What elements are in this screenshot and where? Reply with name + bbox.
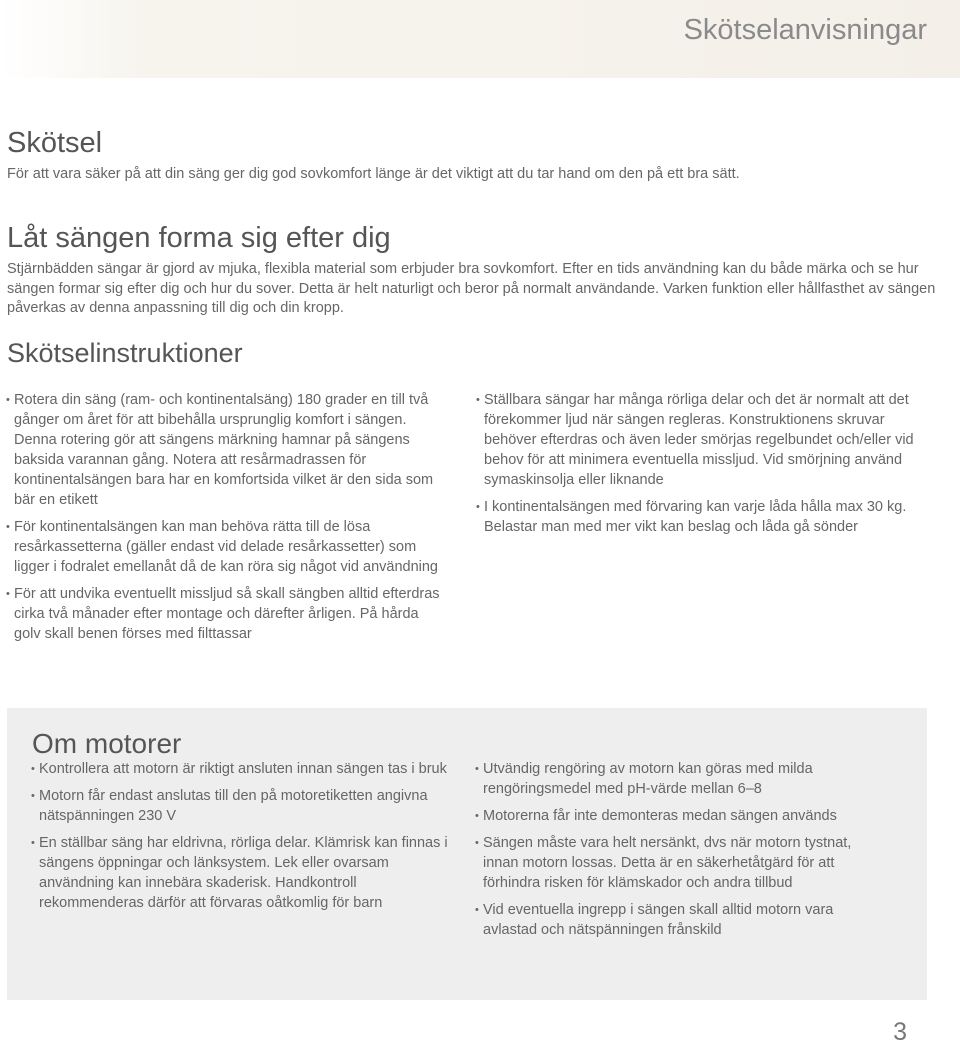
list-item: • Utvändig rengöring av motorn kan göras med milda rengöringsmedel med pH-värde mellan 6–8 — [476, 759, 861, 799]
list-item: • Sängen måste vara helt nersänkt, dvs när motorn tystnat, innan motorn lossas. Detta är en säkerhetåtgärd för att förhindra risken för klämskador och andra tillbud — [476, 833, 861, 893]
list-item: • Kontrollera att motorn är riktigt ansluten innan sängen tas i bruk — [32, 759, 452, 779]
list-item: • Motorerna får inte demonteras medan sängen används — [476, 806, 861, 826]
list-item: • Ställbara sängar har många rörliga delar och det är normalt att det förekommer ljud när sängen regleras. Konstruktionens skruvar behöver efterdras och även leder smörjas regelbundet och/eller vid behov för att minimera eventuella missljud. Vid smörjning använd symaskinsolja eller liknande — [477, 390, 922, 490]
list-item: • En ställbar säng har eldrivna, rörliga delar. Klämrisk kan finnas i sängens öppningar och länksystem. Lek eller ovarsam användning kan innebära skaderisk. Handkontroll rekommenderas därför att förvaras oåtkomlig för barn — [32, 833, 452, 913]
list-item: • Rotera din säng (ram- och kontinentalsäng) 180 grader en till två gånger om året för att bibehålla ursprunglig komfort i sängen. Denna rotering gör att sängens märkning hamnar på sängens baksida varannan gång. Notera att resårmadrassen för kontinentalsängen bara har en komfortsida vilket är den sida som bär en etikett — [7, 390, 447, 510]
header-band — [0, 0, 960, 78]
page-number: 3 — [893, 1018, 907, 1046]
list-item: • Motorn får endast anslutas till den på motoretiketten angivna nätspänningen 230 V — [32, 786, 452, 826]
forma-text: Stjärnbädden sängar är gjord av mjuka, flexibla material som erbjuder bra sovkomfort. Efter en tids användning kan du både märka och se hur sängen formar sig efter dig och hur du sover. Detta är helt naturligt och beror på normalt användande. Varken funktion eller hållfasthet av sängen påverkas av denna anpassning till dig och din kropp. — [7, 261, 936, 316]
skotsel-heading: Skötsel — [7, 127, 103, 159]
forma-heading: Låt sängen forma sig efter dig — [7, 222, 391, 254]
instruktioner-heading: Skötselinstruktioner — [7, 338, 243, 368]
instruktioner-right-list — [477, 390, 922, 544]
skotsel-text: För att vara säker på att din säng ger dig god sovkomfort länge är det viktigt att du tar hand om den på ett bra sätt. — [7, 166, 740, 182]
list-item: • I kontinentalsängen med förvaring kan varje låda hålla max 30 kg. Belastar man med mer vikt kan beslag och låda gå sönder — [477, 497, 922, 537]
instruktioner-left-list — [7, 390, 447, 651]
motorer-right-list — [476, 759, 861, 947]
list-item: • Vid eventuella ingrepp i sängen skall alltid motorn vara avlastad och nätspänningen frånskild — [476, 900, 861, 940]
motor-section — [7, 708, 927, 1000]
list-item: • För kontinentalsängen kan man behöva rätta till de lösa resårkassetterna (gäller endast vid delade resårkassetter) som ligger i fodralet emellanåt då de kan röra sig något vid användning — [7, 517, 447, 577]
page-title: Skötselanvisningar — [683, 14, 927, 46]
motorer-heading: Om motorer — [32, 728, 182, 759]
list-item: • För att undvika eventuellt missljud så skall sängben alltid efterdras cirka två månader efter montage och därefter årligen. På hårda golv skall benen förses med filttassar — [7, 584, 447, 644]
motorer-left-list — [32, 759, 452, 920]
